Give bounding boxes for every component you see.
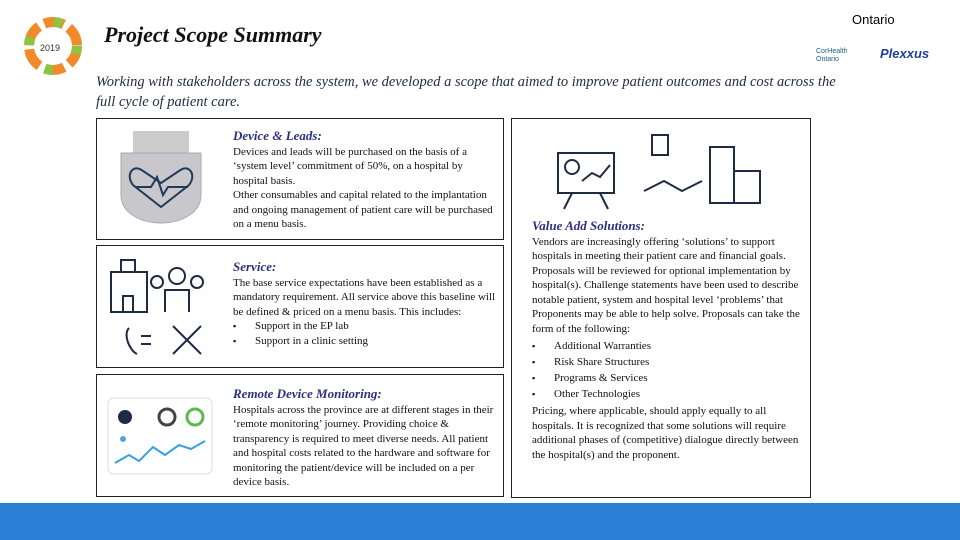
- partner-logos: [788, 4, 953, 64]
- hospital-staff-tools-icon: [107, 256, 217, 361]
- value-bullet: ▪ Other Technologies: [532, 386, 802, 402]
- device-leads-panel: [96, 118, 504, 240]
- service-body: The base service expectations have been established as a mandatory requirement. All service above this baseline will be defined & priced on a menu basis. This includes:: [233, 276, 496, 318]
- service-bullet: ▪ Support in the EP lab: [233, 319, 501, 334]
- value-closing: Pricing, where applicable, should apply equally to all hospitals. It is recognized that some solutions will require additional phases of (competitive) dialogue directly between the hospital(s) and the proponent.: [532, 405, 799, 461]
- device-heading: Device & Leads:: [233, 128, 322, 143]
- service-bullet: ▪ Support in a clinic setting: [233, 334, 501, 349]
- ontario-logo: Ontario: [852, 12, 895, 27]
- remote-monitoring-panel: [96, 374, 504, 497]
- business-icons: [552, 131, 782, 216]
- device-body-2: Other consumables and capital related to the implantation and ongoing management of patient care will be purchased on a menu basis.: [233, 189, 493, 230]
- value-bullet: ▪ Additional Warranties: [532, 338, 802, 354]
- hscn-logo: [18, 15, 88, 77]
- device-body: Devices and leads will be purchased on the basis of a ‘system level’ commitment of 50%, on a hospital by hospital basis.: [233, 145, 467, 187]
- pacemaker-icon: [111, 131, 211, 227]
- corhealth-logo: CorHealth Ontario: [816, 48, 848, 63]
- remote-heading: Remote Device Monitoring:: [233, 386, 382, 401]
- value-bullet: ▪ Risk Share Structures: [532, 354, 802, 370]
- plexxus-logo: Plexxus: [880, 46, 930, 61]
- intro-text: Working with stakeholders across the system, we developed a scope that aimed to improve patient outcomes and cost across the full cycle of patient care.: [96, 74, 836, 110]
- value-add-panel: [511, 118, 811, 498]
- service-panel: [96, 245, 504, 368]
- monitoring-dashboard-icon: [107, 397, 217, 477]
- footer-bar: [0, 503, 960, 540]
- svg-text:2019: 2019: [40, 43, 61, 53]
- value-bullet: ▪ Programs & Services: [532, 370, 802, 386]
- value-heading: Value Add Solutions:: [532, 218, 645, 233]
- service-heading: Service:: [233, 259, 277, 274]
- page-title: Project Scope Summary: [104, 22, 322, 47]
- value-body: Vendors are increasingly offering ‘solutions’ to support hospitals in meeting their patient care and financial goals. Proposals will be reviewed for optional implementation by hospital(s). Challenge statements have been used to describe notable patient, system and hospital level ‘problems’ that Proponents may be able to help solve. Proposals can take the form of the following:: [532, 235, 800, 335]
- remote-body: Hospitals across the province are at different stages in their ‘remote monitoring’ journey. Providing choice & transparency is required to meet diverse needs. All patient and hospital costs related to the hardware and software for monitoring the patient/device will be included on a per device basis.: [233, 403, 494, 488]
